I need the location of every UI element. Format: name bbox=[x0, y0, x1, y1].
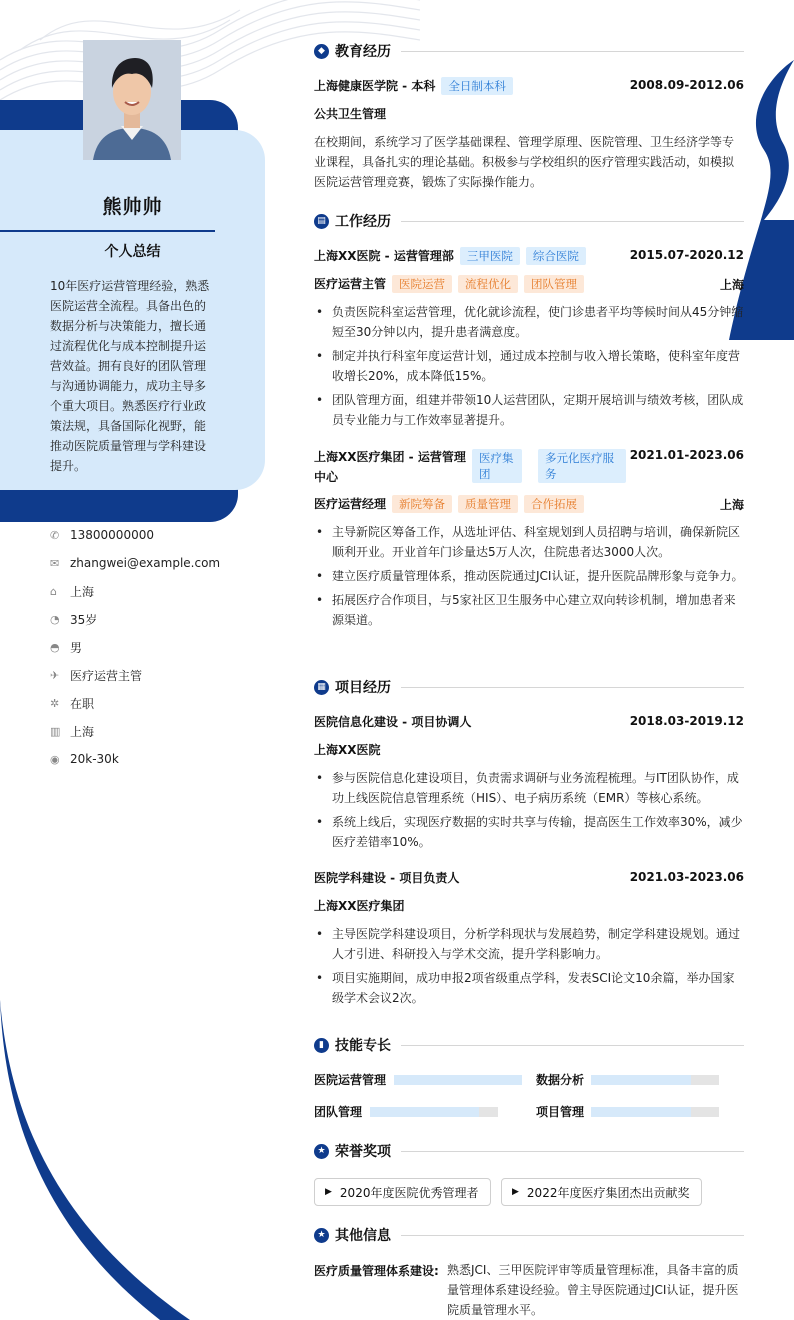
contact-item bbox=[50, 745, 250, 773]
skill-tag: 质量管理 bbox=[458, 495, 518, 513]
summary-text: 10年医疗运营管理经验，熟悉医院运营全流程。具备出色的数据分析与决策能力，擅长通过流程优化与成本控制提升运营效益。拥有良好的团队管理与沟通协调能力，成功主导多个重大项目。熟悉医疗行业政策法规，具备国际化视野，能推动医院质量管理与学科建设提升。 bbox=[50, 279, 210, 473]
contact-text: 35岁 bbox=[70, 612, 98, 627]
education-desc: 在校期间，系统学习了医学基础课程、管理学原理、医院管理、卫生经济学等专业课程，具备扎实的理论基础。积极参与学校组织的医疗管理实践活动，如模拟医院运营管理竞赛，锻炼了实际操作能力。 bbox=[314, 135, 735, 189]
gender-icon: ◓ bbox=[50, 640, 60, 654]
list-item: • 团队管理方面，组建并带领10人运营团队，定期开展培训与绩效考核，团队成员专业能力与工作效率显著提升。 bbox=[314, 390, 744, 430]
degree-tag: 全日制本科 bbox=[441, 77, 513, 95]
left-arc-decoration bbox=[0, 1000, 190, 1320]
job-date: 2021.01-2023.06 bbox=[629, 448, 744, 462]
job-header bbox=[314, 447, 744, 487]
job-header bbox=[314, 247, 744, 265]
section-divider bbox=[401, 51, 744, 52]
award-text: 2022年度医疗集团杰出贡献奖 bbox=[526, 1185, 690, 1200]
section-awards bbox=[314, 1141, 744, 1161]
skill-level-bar bbox=[591, 1075, 719, 1085]
graduation-cap-icon: ◆ bbox=[314, 44, 329, 59]
award-chip bbox=[314, 1178, 491, 1206]
company-name: 上海XX医院 - 运营管理部 bbox=[314, 249, 454, 263]
skill-tag: 新院筹备 bbox=[392, 495, 452, 513]
contact-item bbox=[50, 549, 250, 577]
company-tag: 多元化医疗服务 bbox=[538, 449, 626, 483]
project-header bbox=[314, 869, 744, 886]
contact-item bbox=[50, 605, 250, 633]
skill-level-fill bbox=[370, 1107, 479, 1117]
list-item: • 建立医疗质量管理体系，推动医院通过JCI认证，提升医院品牌形象与竞争力。 bbox=[314, 566, 744, 586]
skill-level-fill bbox=[591, 1075, 691, 1085]
job-city: 上海 bbox=[719, 498, 744, 512]
contact-text: 男 bbox=[70, 640, 83, 655]
skill-level-bar bbox=[394, 1075, 522, 1085]
project-bullets bbox=[314, 768, 744, 856]
city-icon: ▥ bbox=[50, 724, 61, 738]
job-bullets bbox=[314, 302, 744, 434]
contact-text: 上海 bbox=[70, 724, 95, 739]
major: 公共卫生管理 bbox=[314, 107, 387, 121]
company-tag: 三甲医院 bbox=[460, 247, 520, 265]
play-icon: ▶ bbox=[512, 1187, 519, 1197]
contact-item bbox=[50, 633, 250, 661]
section-title: 技能专长 bbox=[335, 1038, 391, 1054]
project-bullets bbox=[314, 924, 744, 1012]
section-title: 项目经历 bbox=[335, 680, 391, 696]
company-tag: 综合医院 bbox=[526, 247, 586, 265]
section-title: 教育经历 bbox=[335, 44, 391, 60]
skill-name: 医院运营管理 bbox=[314, 1073, 387, 1087]
job-role: 医疗运营主管 bbox=[314, 277, 387, 291]
skill-level-bar bbox=[591, 1107, 719, 1117]
other-text: 熟悉JCI、三甲医院评审等质量管理标准，具备丰富的质量管理体系建设经验。曾主导医院通过JCI认证，提升医院质量管理水平。 bbox=[447, 1263, 739, 1317]
skill-tag: 医院运营 bbox=[392, 275, 452, 293]
education-date: 2008.09-2012.06 bbox=[629, 78, 744, 92]
list-item: • 主导医院学科建设项目，分析学科现状与发展趋势，制定学科建设规划。通过人才引进、科研投入与学术交流，提升学科影响力。 bbox=[314, 924, 744, 964]
bar-chart-icon: ▮ bbox=[314, 1038, 329, 1053]
job-role-row bbox=[314, 275, 744, 293]
project-date: 2021.03-2023.06 bbox=[629, 870, 744, 884]
award-icon: ★ bbox=[314, 1144, 329, 1159]
section-work bbox=[314, 211, 744, 231]
skill-name: 团队管理 bbox=[314, 1105, 363, 1119]
job-role-row bbox=[314, 495, 744, 513]
job-role: 医疗运营经理 bbox=[314, 497, 387, 511]
section-divider bbox=[401, 1235, 744, 1236]
list-item: • 负责医院科室运营管理，优化就诊流程，使门诊患者平均等候时间从45分钟缩短至30分钟以内，提升患者满意度。 bbox=[314, 302, 744, 342]
project-header bbox=[314, 713, 744, 730]
section-education bbox=[314, 41, 744, 61]
skill-tag: 流程优化 bbox=[458, 275, 518, 293]
briefcase-icon: ▤ bbox=[314, 214, 329, 229]
grid-icon: ▦ bbox=[314, 680, 329, 695]
section-title: 荣誉奖项 bbox=[335, 1144, 391, 1160]
job-bullets bbox=[314, 522, 744, 634]
skill-name: 数据分析 bbox=[536, 1073, 585, 1087]
contact-text: 上海 bbox=[70, 584, 95, 599]
other-label: 医疗质量管理体系建设: bbox=[314, 1264, 439, 1278]
play-icon: ▶ bbox=[325, 1187, 332, 1197]
skill-tag: 团队管理 bbox=[524, 275, 584, 293]
education-row bbox=[314, 77, 744, 95]
skill-level-fill bbox=[591, 1107, 691, 1117]
job-city: 上海 bbox=[719, 278, 744, 292]
section-other bbox=[314, 1225, 744, 1245]
list-item: • 项目实施期间，成功申报2项省级重点学科，发表SCI论文10余篇，举办国家级学术会议2次。 bbox=[314, 968, 744, 1008]
skill-tag: 合作拓展 bbox=[524, 495, 584, 513]
project-name: 医院信息化建设 - 项目协调人 bbox=[314, 715, 472, 729]
age-icon: ◔ bbox=[50, 612, 60, 626]
contact-item bbox=[50, 689, 250, 717]
project-date: 2018.03-2019.12 bbox=[629, 714, 744, 728]
list-item: • 参与医院信息化建设项目，负责需求调研与业务流程梳理。与IT团队协作，成功上线医院信息管理系统（HIS）、电子病历系统（EMR）等核心系统。 bbox=[314, 768, 744, 808]
section-divider bbox=[401, 1151, 744, 1152]
project-name: 医院学科建设 - 项目负责人 bbox=[314, 871, 460, 885]
job-icon: ✈ bbox=[50, 668, 60, 682]
skill-level-bar bbox=[370, 1107, 498, 1117]
list-item: • 制定并执行科室年度运营计划，通过成本控制与收入增长策略，使科室年度营收增长20%，成本降低15%。 bbox=[314, 346, 744, 386]
mail-icon: ✉ bbox=[50, 556, 60, 570]
skill-name: 项目管理 bbox=[536, 1105, 585, 1119]
section-divider bbox=[401, 221, 744, 222]
contact-item bbox=[50, 577, 250, 605]
contact-text: zhangwei@example.com bbox=[70, 556, 221, 570]
phone-icon: ✆ bbox=[50, 528, 60, 542]
section-skills bbox=[314, 1035, 744, 1055]
summary-title: 个人总结 bbox=[104, 244, 161, 260]
section-title: 工作经历 bbox=[335, 214, 391, 230]
skill-level-fill bbox=[394, 1075, 522, 1085]
contact-list bbox=[50, 521, 250, 773]
project-org: 上海XX医疗集团 bbox=[314, 899, 405, 913]
job-date: 2015.07-2020.12 bbox=[629, 248, 744, 262]
contact-item bbox=[50, 521, 250, 549]
home-icon: ⌂ bbox=[50, 584, 57, 598]
list-item: • 系统上线后，实现医疗数据的实时共享与传输，提高医生工作效率30%，减少医疗差错率10%。 bbox=[314, 812, 744, 852]
name-underline bbox=[0, 230, 215, 232]
contact-text: 13800000000 bbox=[70, 528, 154, 542]
status-icon: ✲ bbox=[50, 696, 60, 710]
contact-text: 医疗运营主管 bbox=[70, 668, 143, 683]
project-org: 上海XX医院 bbox=[314, 743, 381, 757]
section-divider bbox=[401, 687, 744, 688]
list-item: • 拓展医疗合作项目，与5家社区卫生服务中心建立双向转诊机制，增加患者来源渠道。 bbox=[314, 590, 744, 630]
section-projects bbox=[314, 677, 744, 697]
company-name: 上海XX医疗集团 - 运营管理中心 bbox=[314, 450, 466, 484]
contact-item bbox=[50, 661, 250, 689]
company-tag: 医疗集团 bbox=[472, 449, 522, 483]
award-chip bbox=[501, 1178, 702, 1206]
award-text: 2020年度医院优秀管理者 bbox=[339, 1185, 479, 1200]
section-divider bbox=[401, 1045, 744, 1046]
info-icon: ★ bbox=[314, 1228, 329, 1243]
avatar bbox=[83, 40, 181, 160]
list-item: • 主导新院区筹备工作，从选址评估、科室规划到人员招聘与培训，确保新院区顺利开业。开业首年门诊量达5万人次，住院患者达3000人次。 bbox=[314, 522, 744, 562]
salary-icon: ◉ bbox=[50, 752, 60, 766]
contact-text: 20k-30k bbox=[70, 752, 119, 766]
contact-item bbox=[50, 717, 250, 745]
contact-text: 在职 bbox=[70, 696, 95, 711]
school-name: 上海健康医学院 - 本科 bbox=[314, 79, 436, 93]
profile-name: 熊帅帅 bbox=[102, 196, 163, 218]
section-title: 其他信息 bbox=[335, 1228, 391, 1244]
